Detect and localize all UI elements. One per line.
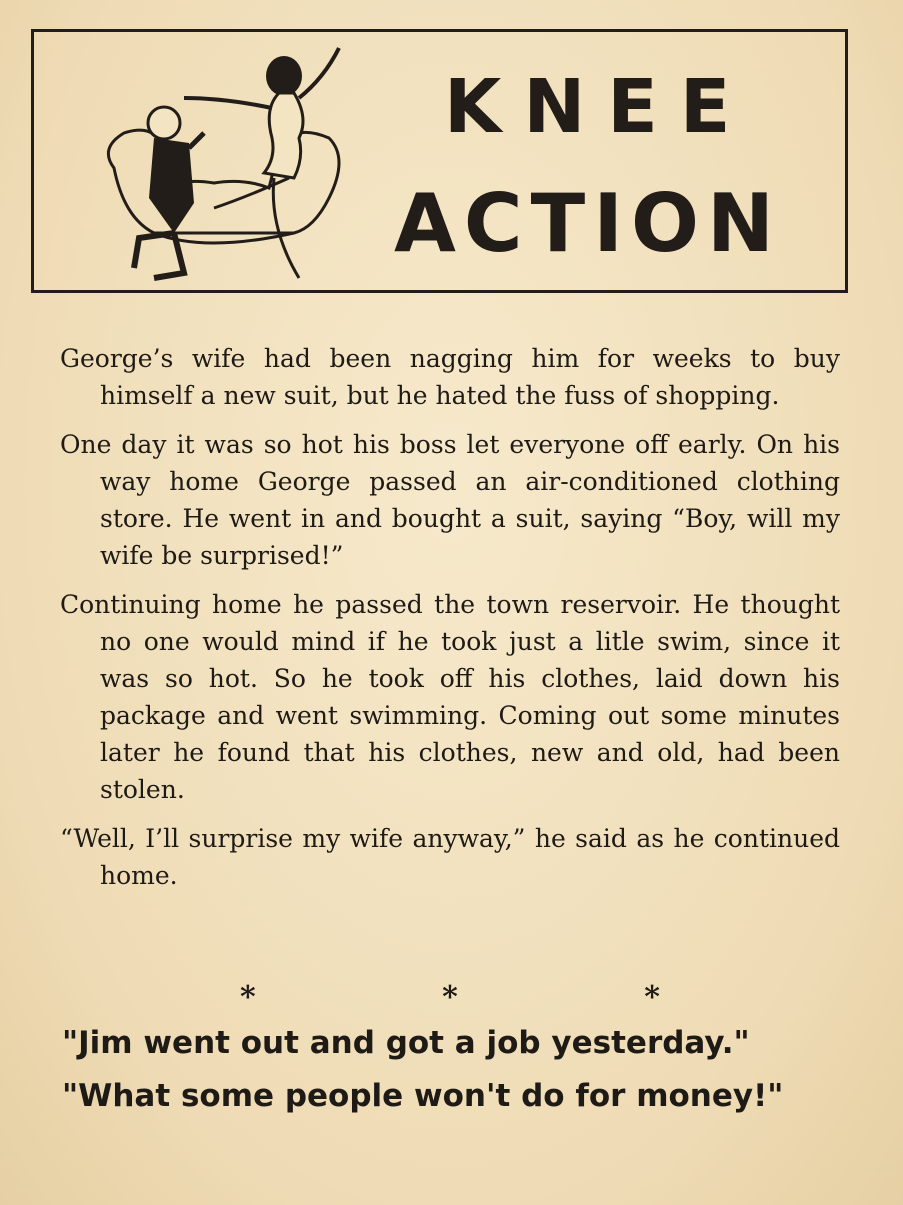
title-action: ACTION	[394, 177, 782, 270]
joke-line-2: "What some people won't do for money!"	[62, 1078, 784, 1114]
story-paragraph: “Well, I’ll surprise my wife anyway,” he said as he continued home.	[60, 824, 840, 890]
star: *	[442, 980, 458, 1015]
star-divider	[240, 980, 660, 1015]
header-box	[31, 29, 848, 293]
joke-line-1: "Jim went out and got a job yesterday."	[62, 1025, 750, 1061]
title-block	[384, 32, 824, 292]
cartoon-illustration	[94, 38, 354, 288]
star: *	[644, 980, 660, 1015]
story-paragraph: One day it was so hot his boss let everyone off early. On his way home George passed an air-conditioned clothing store. He went in and bought a suit, saying “Boy, will my wife be surprised!”	[60, 430, 840, 570]
story-text	[60, 340, 840, 906]
story-paragraph: Continuing home he passed the town reservoir. He thought no one would mind if he took just a litle swim, since it was so hot. So he took off his clothes, laid down his package and went swimming. Coming out some minutes later he found that his clothes, new and old, had been stolen.	[60, 590, 840, 804]
star: *	[240, 980, 256, 1015]
title-knee: KNEE	[444, 64, 753, 150]
story-paragraph: George’s wife had been nagging him for weeks to buy himself a new suit, but he hated the fuss of shopping.	[60, 344, 840, 410]
